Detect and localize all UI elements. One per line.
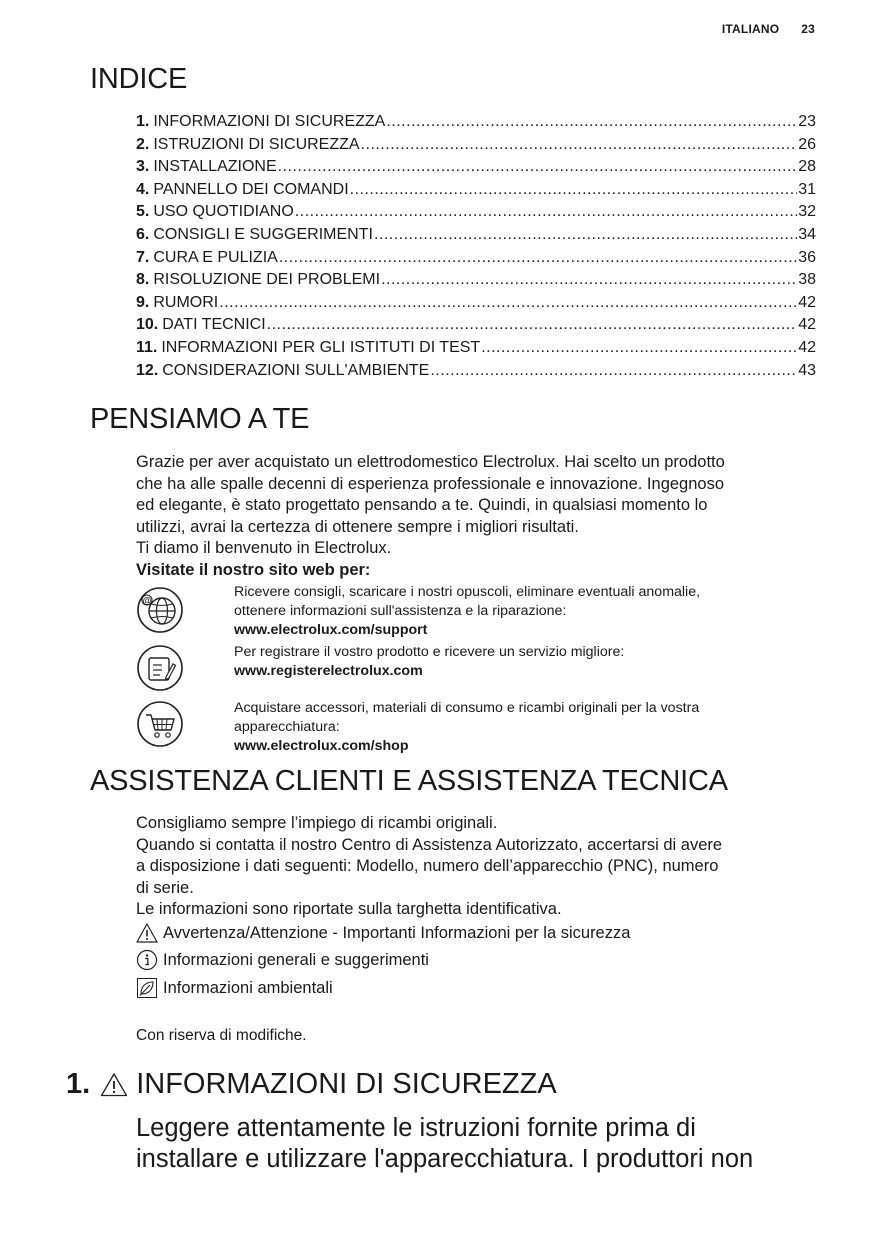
toc-page: 34	[798, 225, 816, 243]
register-icon	[136, 644, 184, 692]
section-number: 1.	[66, 1068, 91, 1100]
toc-leader-dots	[430, 360, 797, 383]
text-line: di serie.	[136, 878, 194, 897]
toc-number: 2.	[136, 135, 150, 153]
welcome-text: Ti diamo il benvenuto in Electrolux.	[136, 539, 392, 558]
toc-label: INFORMAZIONI PER GLI ISTITUTI DI TEST	[161, 338, 481, 356]
thinking-title: PENSIAMO A TE	[90, 403, 310, 435]
text-line: ottenere informazioni sull'assistenza e la riparazione:	[234, 603, 567, 620]
header-page-number: 23	[801, 22, 815, 36]
toc-leader-dots	[267, 314, 798, 337]
toc-entry[interactable]	[136, 156, 816, 179]
toc-page: 42	[798, 338, 816, 356]
toc-leader-dots	[381, 269, 797, 292]
support-paragraph	[136, 813, 816, 921]
table-of-contents	[136, 111, 816, 382]
toc-page: 38	[798, 271, 816, 289]
warning-icon	[100, 1072, 128, 1098]
globe-icon	[136, 586, 184, 634]
thinking-paragraph	[136, 452, 816, 582]
toc-page: 42	[798, 293, 816, 311]
toc-entry[interactable]	[136, 224, 816, 247]
web-register-text	[234, 643, 824, 681]
toc-page: 31	[798, 180, 816, 198]
toc-label: PANNELLO DEI COMANDI	[153, 180, 349, 198]
section-title: INFORMAZIONI DI SICUREZZA	[136, 1068, 557, 1100]
toc-number: 7.	[136, 248, 150, 266]
toc-entry[interactable]	[136, 201, 816, 224]
shop-link[interactable]: www.electrolux.com/shop	[234, 738, 409, 755]
toc-number: 10.	[136, 316, 159, 334]
toc-leader-dots	[361, 134, 798, 157]
visit-heading: Visitate il nostro sito web per:	[136, 560, 371, 579]
text-line: apparecchiatura:	[234, 719, 340, 736]
web-support-row	[136, 583, 826, 643]
legend-info	[136, 949, 429, 971]
change-notice	[136, 1025, 816, 1047]
toc-number: 6.	[136, 225, 150, 243]
svg-text:@: @	[142, 595, 152, 606]
toc-label: CONSIDERAZIONI SULL'AMBIENTE	[162, 361, 430, 379]
toc-label: RUMORI	[153, 293, 219, 311]
legend-warning	[136, 922, 630, 944]
toc-leader-dots	[278, 156, 798, 179]
toc-entry[interactable]	[136, 247, 816, 270]
toc-label: INSTALLAZIONE	[153, 158, 277, 176]
toc-number: 9.	[136, 293, 150, 311]
toc-label: RISOLUZIONE DEI PROBLEMI	[153, 271, 381, 289]
text-line: Quando si contatta il nostro Centro di Assistenza Autorizzato, accertarsi di avere	[136, 835, 723, 854]
toc-number: 3.	[136, 158, 150, 176]
index-title: INDICE	[90, 63, 188, 95]
toc-entry[interactable]	[136, 337, 816, 360]
toc-entry[interactable]	[136, 179, 816, 202]
shopping-cart-icon	[136, 700, 184, 748]
toc-number: 8.	[136, 271, 150, 289]
header-language: ITALIANO	[721, 22, 780, 36]
legend-environment	[136, 977, 333, 999]
toc-leader-dots	[386, 111, 797, 134]
toc-entry[interactable]	[136, 360, 816, 383]
text-line: Grazie per aver acquistato un elettrodomestico Electrolux. Hai scelto un prodotto	[136, 453, 725, 471]
running-header	[722, 22, 815, 36]
toc-page: 32	[798, 203, 816, 221]
toc-number: 11.	[136, 338, 158, 356]
info-icon	[136, 949, 158, 971]
text-line: Acquistare accessori, materiali di consumo e ricambi originali per la vostra	[234, 700, 700, 716]
toc-page: 26	[798, 135, 816, 153]
text-line: Le informazioni sono riportate sulla targhetta identificativa.	[136, 900, 562, 919]
text-line: Con riserva di modifiche.	[136, 1027, 307, 1044]
toc-label: CURA E PULIZIA	[153, 248, 278, 266]
web-shop-row	[136, 699, 826, 759]
toc-number: 5.	[136, 203, 150, 221]
text-line: Ricevere consigli, scaricare i nostri opuscoli, eliminare eventuali anomalie,	[234, 584, 701, 600]
text-line: Per registrare il vostro prodotto e ricevere un servizio migliore:	[234, 644, 625, 660]
toc-page: 43	[798, 361, 816, 379]
toc-page: 36	[798, 248, 816, 266]
legend-label: Informazioni generali e suggerimenti	[163, 951, 429, 969]
toc-entry[interactable]	[136, 314, 816, 337]
text-line: ed elegante, è stato progettato pensando a te. Quindi, in qualsiasi momento lo	[136, 496, 708, 515]
safety-section-title	[66, 1068, 557, 1101]
toc-label: ISTRUZIONI DI SICUREZZA	[153, 135, 360, 153]
toc-leader-dots	[219, 292, 797, 315]
toc-page: 42	[798, 316, 816, 334]
toc-label: DATI TECNICI	[162, 316, 266, 334]
toc-leader-dots	[279, 247, 797, 270]
toc-number: 4.	[136, 180, 150, 198]
toc-entry[interactable]	[136, 269, 816, 292]
toc-leader-dots	[350, 179, 798, 202]
toc-leader-dots	[481, 337, 797, 360]
toc-number: 1.	[136, 113, 150, 130]
toc-entry[interactable]	[136, 292, 816, 315]
toc-page: 23	[798, 113, 816, 130]
leaf-icon	[136, 977, 158, 999]
text-line: a disposizione i dati seguenti: Modello, numero dell’apparecchio (PNC), numero	[136, 857, 719, 876]
web-register-row	[136, 643, 826, 697]
safety-intro	[136, 1113, 836, 1175]
toc-entry[interactable]	[136, 111, 816, 134]
web-support-text	[234, 583, 824, 641]
legend-label: Informazioni ambientali	[163, 979, 333, 997]
toc-number: 12.	[136, 361, 159, 379]
text-line: installare e utilizzare l'apparecchiatura. I produttori non	[136, 1145, 754, 1173]
legend-label: Avvertenza/Attenzione - Importanti Informazioni per la sicurezza	[163, 924, 631, 942]
text-line: Consigliamo sempre l’impiego di ricambi originali.	[136, 814, 498, 832]
support-link[interactable]: www.electrolux.com/support	[234, 622, 428, 639]
warning-icon	[136, 922, 158, 944]
text-line: che ha alle spalle decenni di esperienza professionale e innovazione. Ingegnoso	[136, 474, 724, 493]
register-link[interactable]: www.registerelectrolux.com	[234, 663, 423, 680]
toc-label: CONSIGLI E SUGGERIMENTI	[153, 225, 373, 243]
toc-label: INFORMAZIONI DI SICUREZZA	[153, 113, 386, 130]
toc-label: USO QUOTIDIANO	[153, 203, 294, 221]
toc-entry[interactable]	[136, 134, 816, 157]
text-line: Leggere attentamente le istruzioni fornite prima di	[136, 1114, 696, 1142]
support-title: ASSISTENZA CLIENTI E ASSISTENZA TECNICA	[90, 765, 728, 797]
toc-leader-dots	[295, 201, 797, 224]
toc-page: 28	[798, 158, 816, 176]
text-line: utilizzi, avrai la certezza di ottenere sempre i migliori risultati.	[136, 517, 579, 536]
toc-leader-dots	[374, 224, 797, 247]
web-shop-text	[234, 699, 824, 757]
